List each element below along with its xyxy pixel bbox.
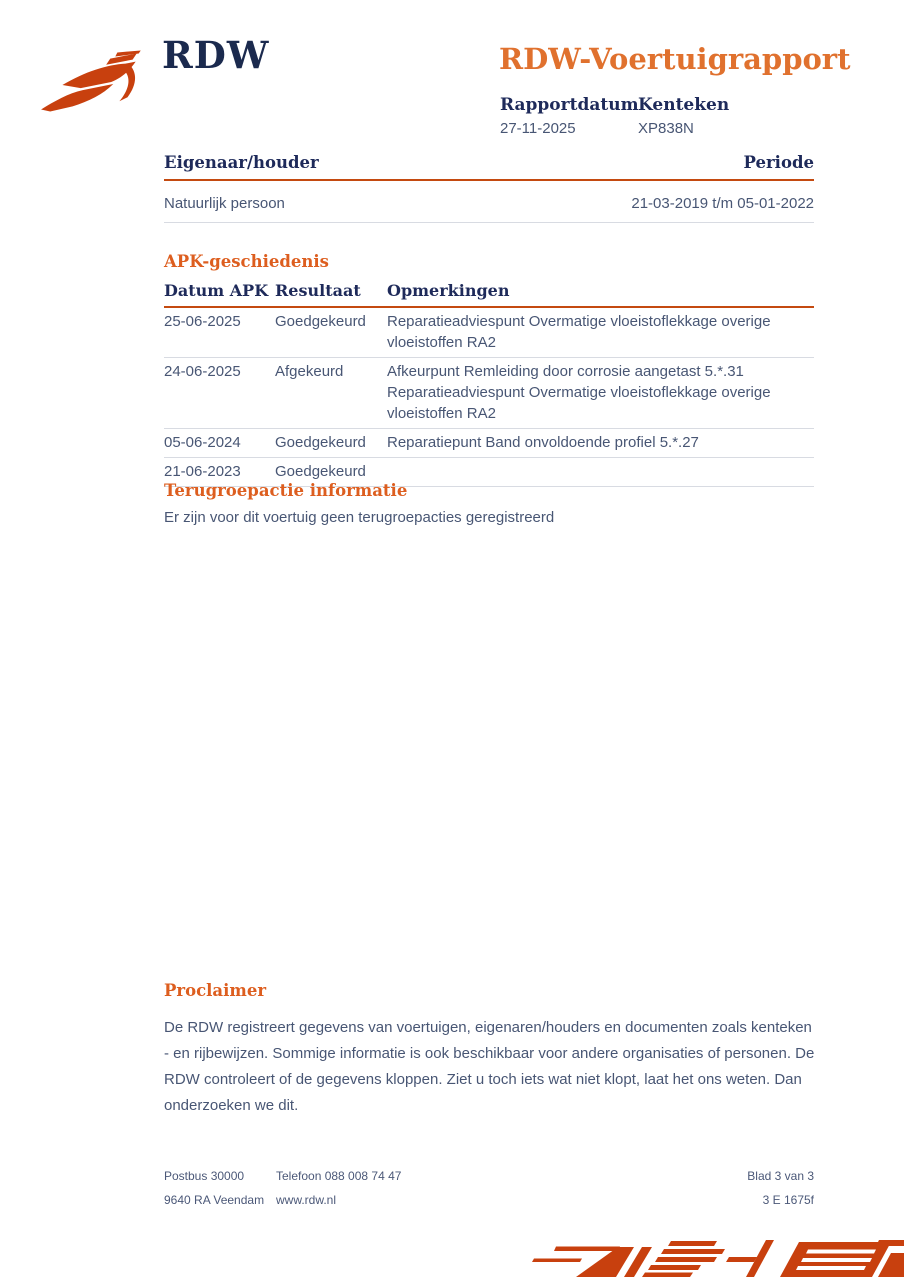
apk-opmerkingen: [387, 432, 814, 453]
rapportdatum-label: Rapportdatum: [500, 95, 639, 115]
periode-header-label: Periode: [743, 153, 814, 172]
proclaimer-section-title: Proclaimer: [164, 981, 267, 1000]
apk-opmerking: Afkeurpunt Remleiding door corrosie aangetast 5.*.31: [387, 363, 744, 380]
apk-opmerkingen: [387, 311, 814, 353]
owner-periode: 21-03-2019 t/m 05-01-2022: [631, 195, 814, 212]
apk-opmerking: Reparatieadviespunt Overmatige vloeistoflekkage overige vloeistoffen RA2: [387, 313, 771, 351]
apk-resultaat: Goedgekeurd: [275, 313, 366, 330]
rdw-wing-icon: [38, 50, 156, 116]
rapportdatum-value: 27-11-2025: [500, 120, 576, 137]
apk-opmerking: Reparatiepunt Band onvoldoende profiel 5.*.27: [387, 434, 699, 451]
apk-opmerkingen: [387, 461, 814, 482]
apk-col-opmerkingen: Opmerkingen: [387, 281, 510, 300]
footer-page-number: Blad 3 van 3: [747, 1169, 814, 1183]
recall-section-title: Terugroepactie informatie: [164, 481, 408, 500]
footer-website: www.rdw.nl: [276, 1193, 337, 1207]
proclaimer-section: [164, 981, 816, 1119]
apk-datum: 25-06-2025: [164, 313, 241, 330]
apk-col-datum: Datum APK: [164, 281, 269, 300]
report-meta: [500, 95, 729, 137]
table-row: [164, 308, 814, 358]
apk-datum: 05-06-2024: [164, 434, 241, 451]
rapportdatum-block: [500, 95, 638, 137]
footer-city: 9640 RA Veendam: [164, 1193, 265, 1207]
apk-col-resultaat: Resultaat: [275, 281, 361, 300]
footer-phone: Telefoon 088 008 74 47: [276, 1169, 402, 1183]
owner-type: Natuurlijk persoon: [164, 195, 285, 212]
footer-form-code: 3 E 1675f: [762, 1193, 814, 1207]
apk-table-header: [164, 278, 814, 308]
apk-resultaat: Goedgekeurd: [275, 463, 366, 480]
table-row: [164, 358, 814, 429]
page-title: RDW-Voertuigrapport: [499, 42, 851, 76]
footer-postbus: Postbus 30000: [164, 1169, 245, 1183]
rdw-logo-text: RDW: [162, 33, 270, 77]
recall-section: [164, 481, 814, 526]
apk-opmerkingen: [387, 361, 814, 424]
proclaimer-text: De RDW registreert gegevens van voertuigen, eigenaren/houders en documenten zoals kenteken - en rijbewijzen. Sommige informatie is ook beschikbaar voor andere organisaties of personen. De RDW controleert of de gegevens kloppen. Ziet u toch iets wat niet klopt, laat het ons weten. Dan onderzoeken we dit.: [164, 1019, 815, 1114]
owner-header-label: Eigenaar/houder: [164, 153, 319, 172]
rdw-motion-graphic-icon: [518, 1233, 904, 1280]
owner-row: [164, 181, 814, 223]
apk-datum: 21-06-2023: [164, 463, 241, 480]
owner-section: [164, 153, 814, 223]
kenteken-label: Kenteken: [638, 95, 730, 115]
recall-text: Er zijn voor dit voertuig geen terugroepacties geregistreerd: [164, 509, 555, 526]
owner-section-header: [164, 153, 814, 181]
apk-section-title: APK-geschiedenis: [164, 252, 329, 271]
page-footer: [164, 1164, 814, 1212]
kenteken-value: XP838N: [638, 120, 694, 137]
apk-opmerking: Reparatieadviespunt Overmatige vloeistoflekkage overige vloeistoffen RA2: [387, 384, 771, 422]
apk-section: [164, 252, 814, 487]
kenteken-block: [638, 95, 729, 137]
table-row: [164, 429, 814, 458]
apk-resultaat: Afgekeurd: [275, 363, 344, 380]
apk-resultaat: Goedgekeurd: [275, 434, 366, 451]
apk-datum: 24-06-2025: [164, 363, 241, 380]
